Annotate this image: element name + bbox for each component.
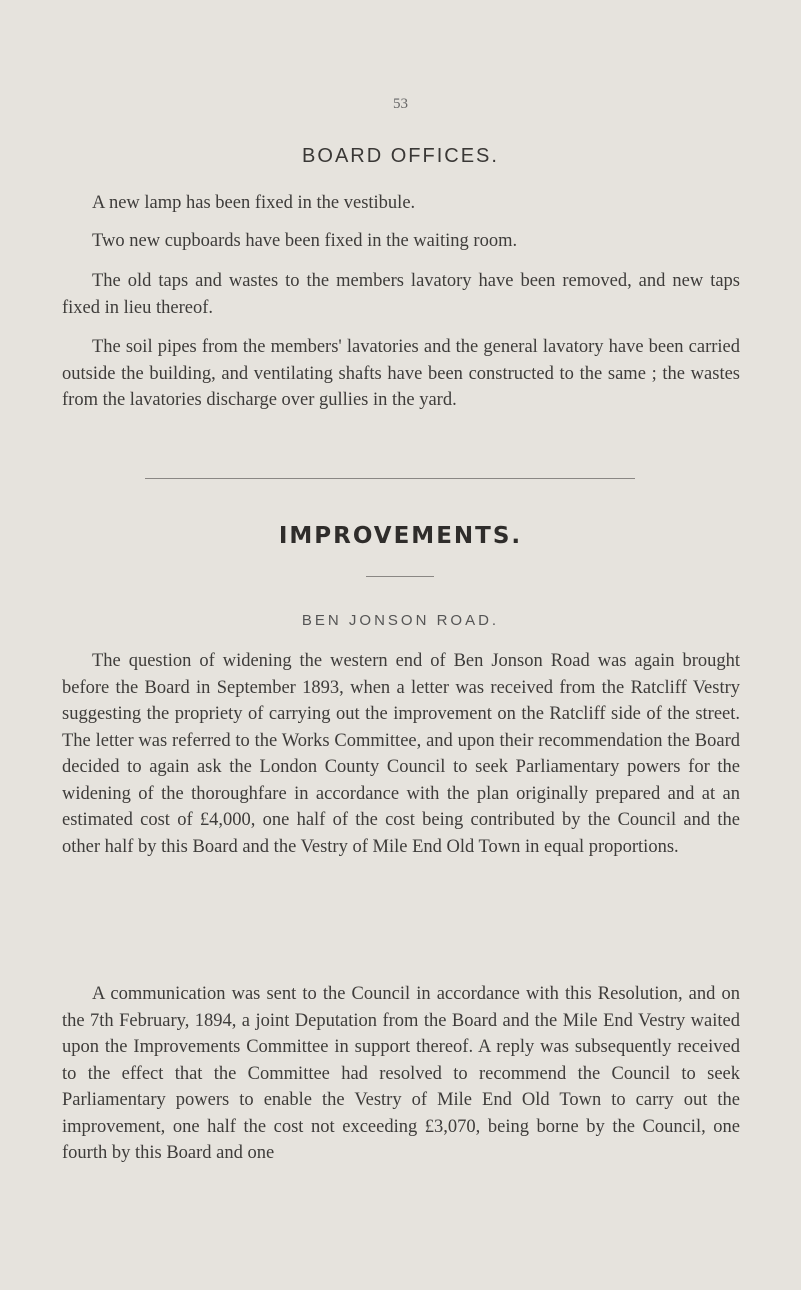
section-heading-board-offices: BOARD OFFICES.	[302, 145, 499, 167]
section-divider	[145, 478, 635, 479]
paragraph: The old taps and wastes to the members lavatory have been removed, and new taps fixed in lieu thereof.	[62, 271, 740, 318]
paragraph: A communication was sent to the Council in accordance with this Resolution, and on the 7th February, 1894, a joint Deputation from the Board and the Mile End Vestry waited upon the Improvements Committee in support thereof. A reply was subsequently received to the effect that the Committee had resolved to recommend the Council to seek Parliamentary powers to enable the Vestry of Mile End Old Town to carry out the improvement, one half the cost not exceeding £3,070, being borne by the Council, one fourth by this Board and one	[62, 984, 740, 1163]
short-divider	[366, 576, 434, 577]
page-number: 53	[393, 96, 408, 112]
paragraph: Two new cupboards have been fixed in the waiting room.	[92, 231, 518, 251]
paragraph: The soil pipes from the members' lavatories and the general lavatory have been carried outside the building, and ventilating shafts have been constructed to the same ; the wastes from the lavatories discharge over gullies in the yard.	[62, 337, 740, 410]
subheading-ben-jonson-road: BEN JONSON ROAD.	[301, 612, 500, 629]
paragraph: A new lamp has been fixed in the vestibule.	[92, 193, 416, 213]
section-heading-improvements: IMPROVEMENTS.	[278, 523, 523, 549]
paragraph: The question of widening the western end of Ben Jonson Road was again brought before the Board in September 1893, when a letter was received from the Ratcliff Vestry suggesting the propriety of carrying out the improvement on the Ratcliff side of the street. The letter was referred to the Works Committee, and upon their recommendation the Board decided to again ask the London County Council to seek Parliamentary powers for the widening of the thoroughfare in accordance with the plan originally prepared and at an estimated cost of £4,000, one half of the cost being contributed by the Council and the other half by this Board and the Vestry of Mile End Old Town in equal proportions.	[62, 651, 740, 857]
